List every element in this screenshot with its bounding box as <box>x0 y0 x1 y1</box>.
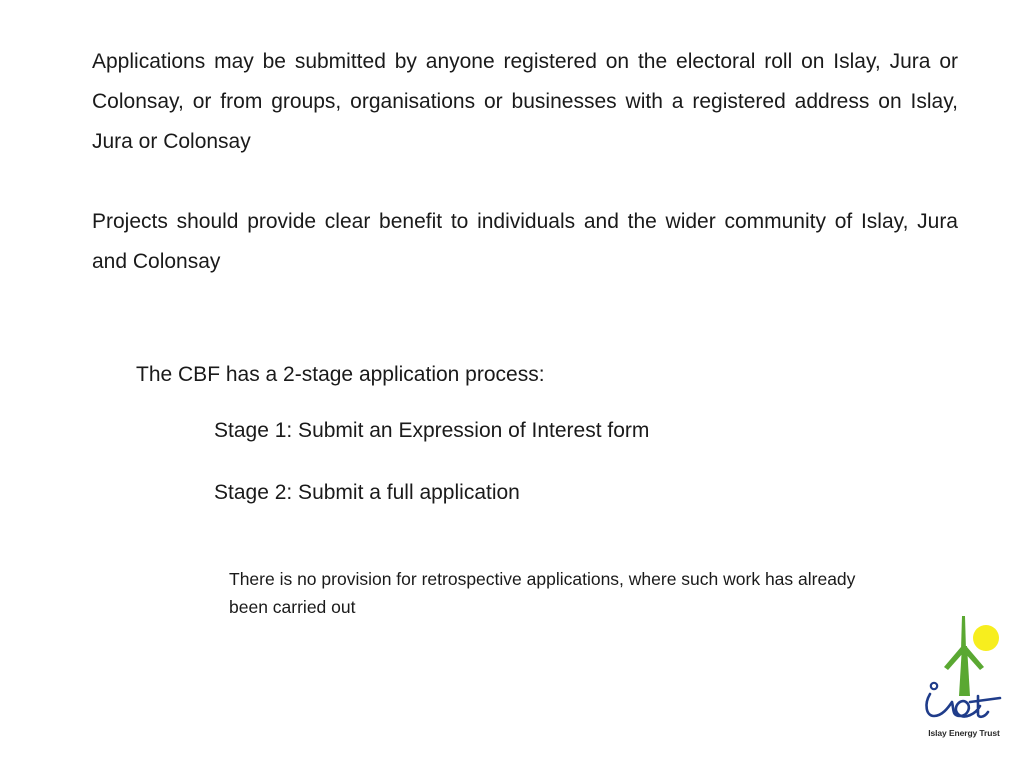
logo-sun <box>973 625 999 651</box>
stage-1-item: Stage 1: Submit an Expression of Interest form <box>214 419 650 442</box>
logo-turbine-blade-top <box>961 616 966 650</box>
logo-letter-dot <box>931 683 937 689</box>
benefit-paragraph: Projects should provide clear benefit to individuals and the wider community of Islay, Jura and Colonsay <box>92 210 958 273</box>
logo-caption: Islay Energy Trust <box>928 728 1000 738</box>
logo-graphic <box>918 612 1010 728</box>
eligibility-paragraph: Applications may be submitted by anyone registered on the electoral roll on Islay, Jura or Colonsay, or from groups, organisations or businesses with a registered address on Islay, Jura or Colonsay <box>92 50 958 153</box>
logo-letters <box>927 694 1000 717</box>
stage-2-item: Stage 2: Submit a full application <box>214 481 520 504</box>
islay-energy-trust-logo <box>918 612 1010 744</box>
process-intro: The CBF has a 2-stage application process: <box>136 363 545 386</box>
retrospective-note: There is no provision for retrospective applications, where such work has already been carried out <box>229 569 856 617</box>
